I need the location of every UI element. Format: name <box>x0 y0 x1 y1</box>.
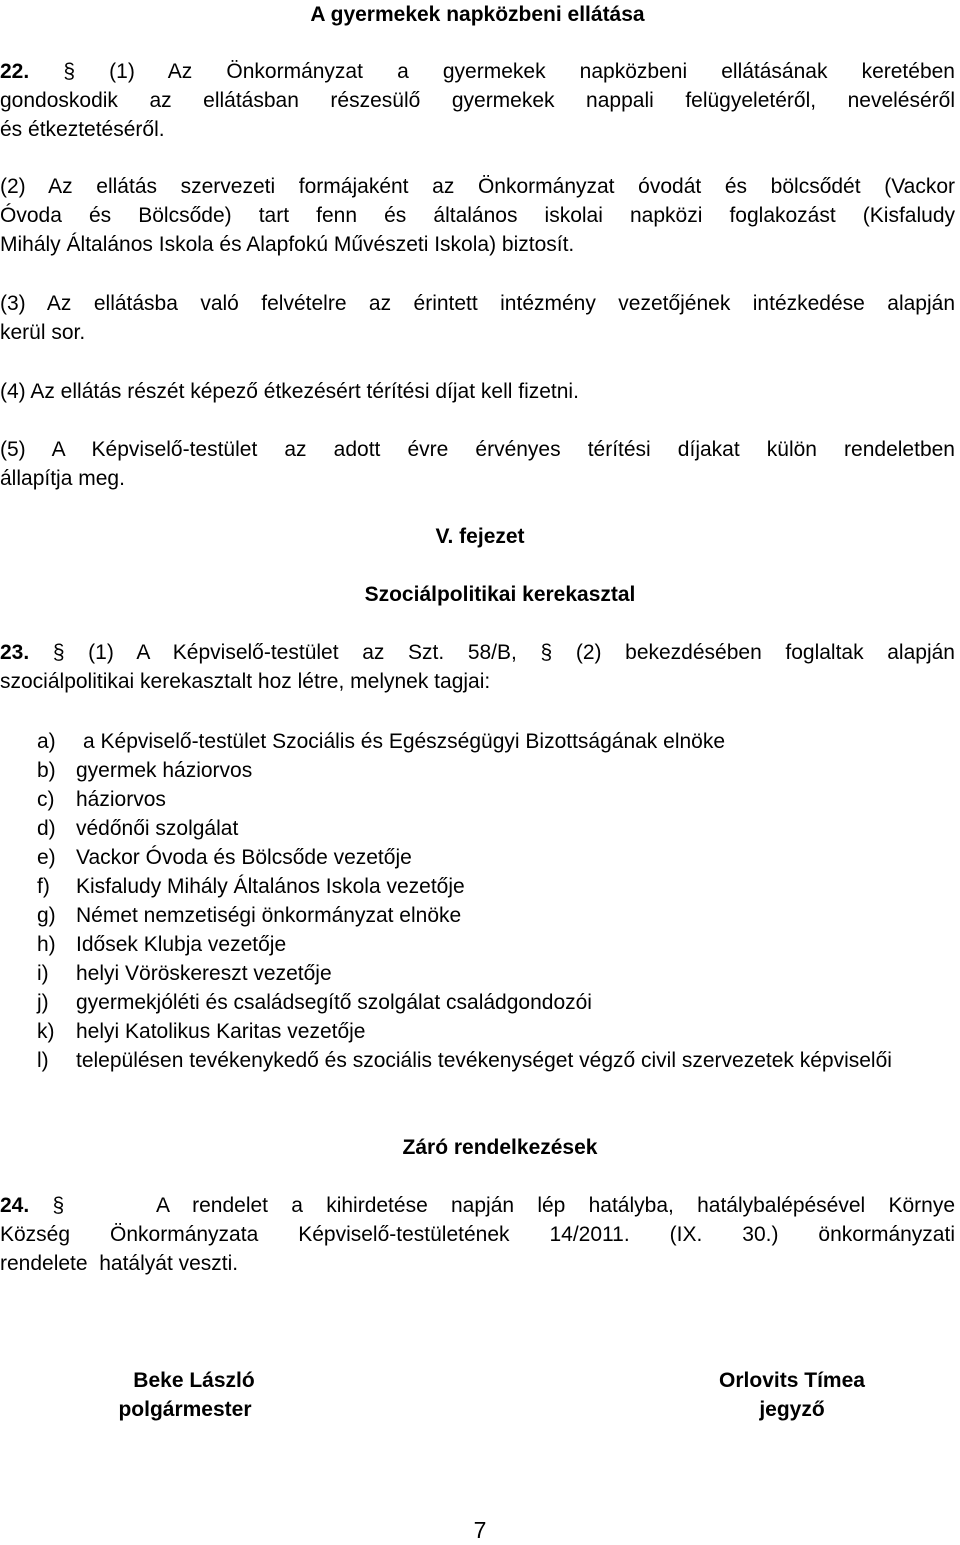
paragraph-line: és étkeztetéséről. <box>0 118 165 141</box>
paragraph-22-5 <box>0 435 955 493</box>
list-text: Német nemzetiségi önkormányzat elnöke <box>76 904 462 927</box>
list-label: k) <box>37 1020 55 1043</box>
list-label: f) <box>37 875 50 898</box>
section-number: 23. <box>0 641 30 664</box>
paragraph-22-2 <box>0 172 955 259</box>
paragraph-22-3 <box>0 289 955 347</box>
list-item <box>37 727 957 756</box>
paragraph-line: (2) Az ellátás szervezeti formájaként az Önkormányzat óvodát és bölcsődét (Vackor <box>0 175 955 198</box>
paragraph-line: Község Önkormányzata Képviselő-testületének 14/2011. (IX. 30.) önkormányzati <box>0 1223 955 1246</box>
section-heading: A gyermekek napközbeni ellátása <box>310 3 645 26</box>
list-label: j) <box>37 991 49 1014</box>
signature-block-mayor <box>60 1366 310 1424</box>
paragraph-line: Óvoda és Bölcsőde) tart fenn és általános iskolai napközi foglakozást (Kisfaludy <box>0 204 955 227</box>
list-text: helyi Katolikus Karitas vezetője <box>76 1020 366 1043</box>
signatory-name: Orlovits Tímea <box>719 1369 865 1392</box>
list-text: Kisfaludy Mihály Általános Iskola vezetője <box>76 875 465 898</box>
signatory-title: jegyző <box>759 1398 825 1421</box>
list-text: Vackor Óvoda és Bölcsőde vezetője <box>76 846 412 869</box>
list-label: e) <box>37 846 56 869</box>
signatory-title: polgármester <box>118 1398 252 1421</box>
list-label: d) <box>37 817 56 840</box>
paragraph-line: rendelete hatályát veszti. <box>0 1252 239 1275</box>
list-item <box>37 959 957 988</box>
section-sign-icon: § <box>52 1194 65 1217</box>
list-text: a Képviselő-testület Szociális és Egészségügyi Bizottságának elnöke <box>83 730 726 753</box>
paragraph-line <box>0 638 955 667</box>
paragraph-line: gondoskodik az ellátásban részesülő gyermekek nappali felügyeletéről, neveléséről <box>0 89 955 112</box>
list-text: védőnői szolgálat <box>76 817 239 840</box>
section-number: 24. <box>0 1194 30 1217</box>
paragraph-24 <box>0 1191 955 1278</box>
section-sign-icon: § <box>63 60 76 83</box>
paragraph-line <box>0 1191 955 1220</box>
paragraph-line: Mihály Általános Iskola és Alapfokú Művészeti Iskola) biztosít. <box>0 233 575 256</box>
closing-title: Záró rendelkezések <box>402 1136 598 1159</box>
text-run: (1) A Képviselő-testület az Szt. 58/B, <box>88 641 517 664</box>
signature-block-notary <box>672 1366 912 1424</box>
list-label: a) <box>37 730 56 753</box>
text-run: A rendelet a kihirdetése napján lép hatályba, hatálybalépésével Környe <box>156 1194 955 1217</box>
list-label: g) <box>37 904 56 927</box>
list-label: i) <box>37 962 49 985</box>
list-text: településen tevékenykedő és szociális tevékenységet végző civil szervezetek képviselői <box>76 1049 892 1072</box>
paragraph-line: (5) A Képviselő-testület az adott évre érvényes térítési díjakat külön rendeletben <box>0 438 955 461</box>
list-text: Idősek Klubja vezetője <box>76 933 287 956</box>
paragraph-22-1 <box>0 57 955 144</box>
section-sign-icon: § <box>540 641 553 664</box>
list-item <box>37 756 957 785</box>
paragraph-line: (4) Az ellátás részét képező étkezésért térítési díjat kell fizetni. <box>0 380 579 403</box>
page-number: 7 <box>473 1517 487 1543</box>
list-text: gyermekjóléti és családsegítő szolgálat családgondozói <box>76 991 592 1014</box>
list-item <box>37 785 957 814</box>
list-text: háziorvos <box>76 788 166 811</box>
paragraph-line: (3) Az ellátásba való felvételre az érintett intézmény vezetőjének intézkedése alapján <box>0 292 955 315</box>
list-label: b) <box>37 759 56 782</box>
list-item <box>37 988 957 1017</box>
section-number: 22. <box>0 60 30 83</box>
list-item <box>37 814 957 843</box>
list-text: gyermek háziorvos <box>76 759 253 782</box>
chapter-title: Szociálpolitikai kerekasztal <box>364 583 636 606</box>
member-list <box>37 727 957 1104</box>
paragraph-line: szociálpolitikai kerekasztalt hoz létre, melynek tagjai: <box>0 670 491 693</box>
list-item <box>37 930 957 959</box>
paragraph-22-4 <box>0 377 955 406</box>
paragraph-line: kerül sor. <box>0 321 86 344</box>
list-label: h) <box>37 933 56 956</box>
paragraph-line <box>0 57 955 86</box>
list-label: l) <box>37 1049 49 1072</box>
list-item <box>37 872 957 901</box>
list-label: c) <box>37 788 55 811</box>
chapter-number: V. fejezet <box>435 525 525 548</box>
text-run: (2) bekezdésében foglaltak alapján <box>575 641 955 664</box>
signatory-name: Beke László <box>133 1369 255 1392</box>
list-item <box>37 1017 957 1046</box>
paragraph-line: állapítja meg. <box>0 467 125 490</box>
list-item <box>37 843 957 872</box>
list-item <box>37 1046 957 1104</box>
section-sign-icon: § <box>52 641 65 664</box>
paragraph-23-1 <box>0 638 955 696</box>
list-text: helyi Vöröskereszt vezetője <box>76 962 332 985</box>
list-item <box>37 901 957 930</box>
text-run: (1) Az Önkormányzat a gyermekek napközbeni ellátásának keretében <box>109 60 955 83</box>
